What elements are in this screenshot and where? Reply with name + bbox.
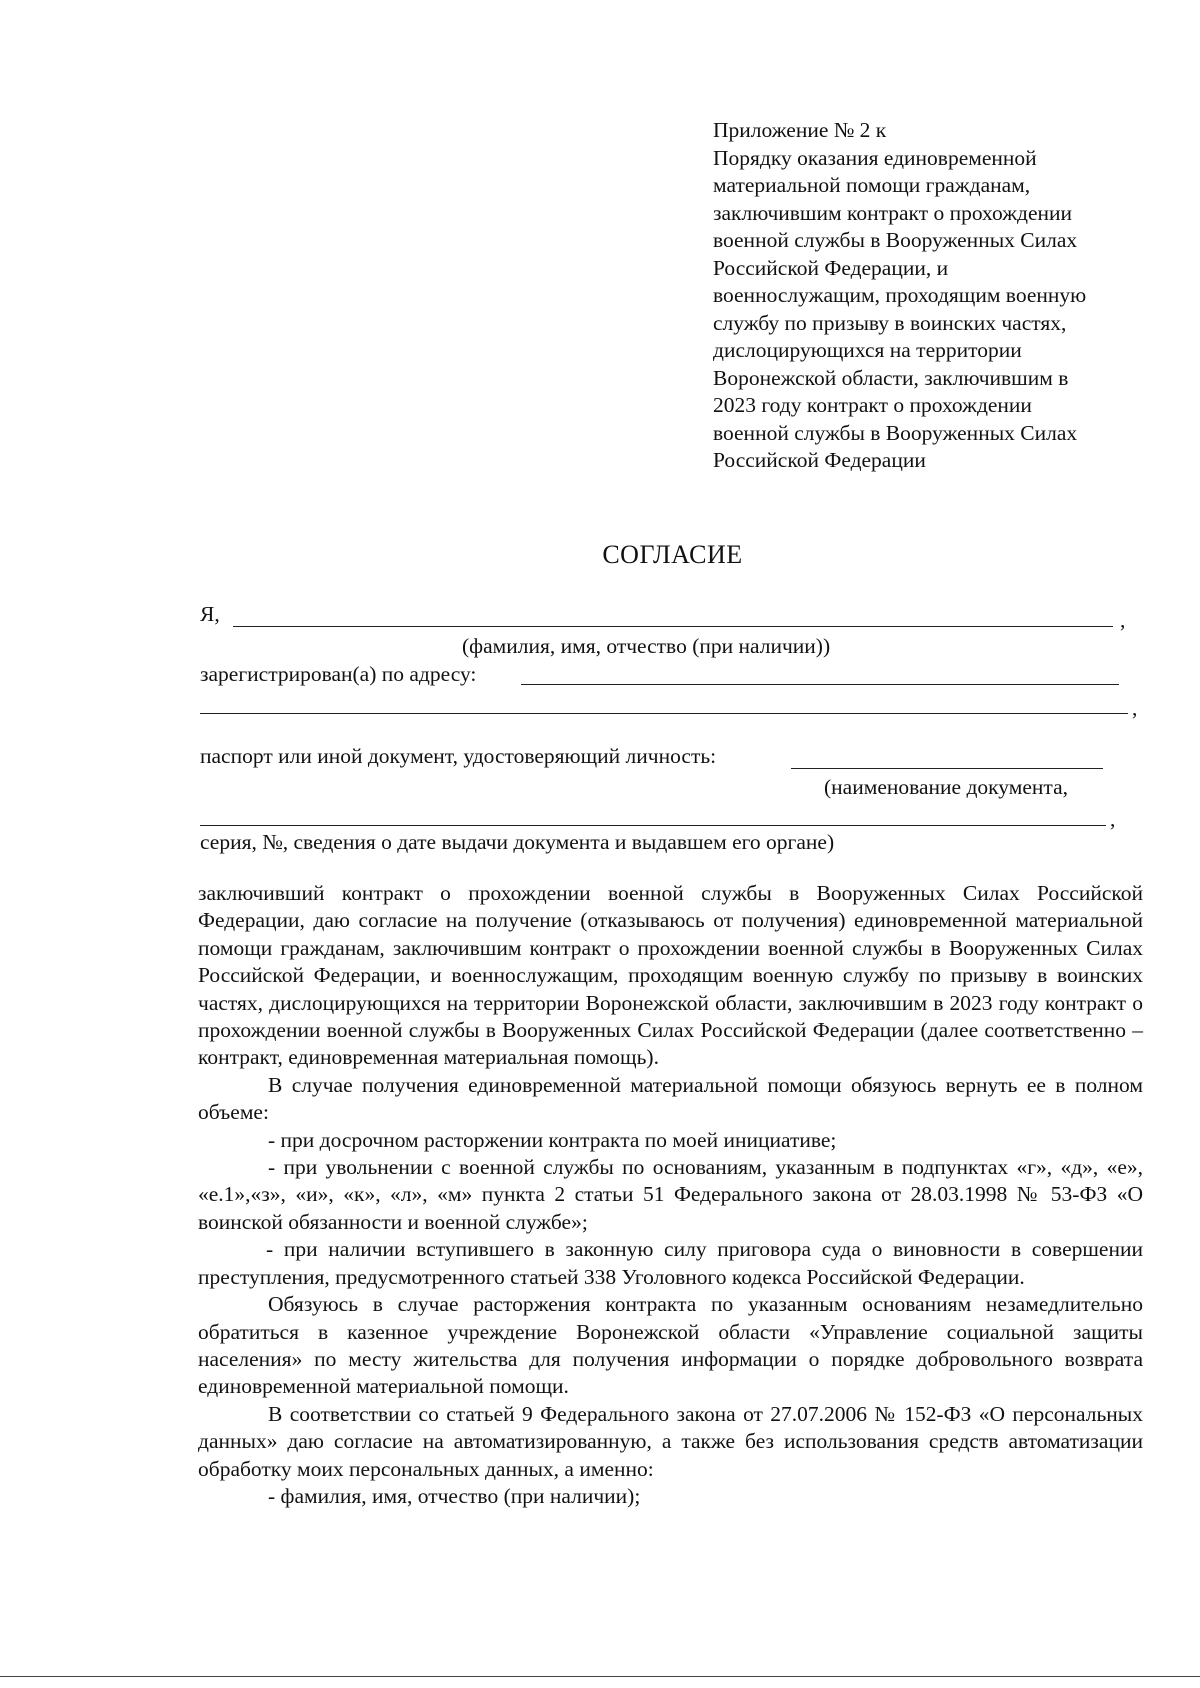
list-item-dismissal: - при увольнении с военной службы по основаниям, указанным в подпунктах «г», «д», «е», «е.1»,«з», «и», «к», «л», «м» пункта 2 статьи 51 Федерального закона от 28.03.1998 № 53-ФЗ «О воинской обязанности и военной службе»; [198,1155,1143,1234]
appendix-line: Воронежской области, заключившим в [713,365,1069,390]
appendix-line: военнослужащим, проходящим военную [713,283,1087,307]
address-field-line-2[interactable] [200,713,1128,714]
document-title: СОГЛАСИЕ [602,540,743,569]
appendix-line: материальной помощи гражданам, [713,173,1031,197]
consent-body [198,880,1143,1510]
name-caption: (фамилия, имя, отчество (при наличии)) [462,634,831,658]
appendix-header [713,117,1153,475]
appendix-line: Российской Федерации [713,448,926,472]
name-field-line[interactable] [233,626,1113,627]
list-item-early-termination: - при досрочном расторжении контракта по моей инициативе; [268,1127,837,1152]
paragraph-personal-data: В соответствии со статьей 9 Федерального закона от 27.07.2006 № 152-ФЗ «О персональных данных» даю согласие на автоматизированную, а также без использования средств автоматизации обработку моих персональных данных, а именно: [198,1401,1143,1481]
name-comma: , [1120,608,1126,632]
paragraph-contract: заключивший контракт о прохождении военной службы в Вооруженных Силах Российской Федерации, даю согласие на получение (отказываюсь от получения) единовременной материальной помощи гражданам, заключившим контракт о прохождении военной службы в Вооруженных Силах Российской Федерации, и военнослужащим, проходящим военную службу по призыву в воинских частях, дислоцирующихся на территории Воронежской области, заключившим в 2023 году контракт о прохождении военной службы в Вооруженных Силах Российской Федерации (далее соответственно – контракт, единовременная материальная помощь). [198,881,1143,1070]
passport-label: паспорт или иной документ, удостоверяющий личность: [200,744,717,768]
document-caption-1: (наименование документа, [824,775,1068,799]
appendix-line: Приложение № 2 к [713,118,887,142]
address-comma: , [1132,696,1138,720]
list-item-court-verdict: - при наличии вступившего в законную силу приговора суда о виновности в совершении преступления, предусмотренного статьей 338 Уголовного кодекса Российской Федерации. [198,1237,1143,1289]
list-item-full-name: - фамилия, имя, отчество (при наличии); [268,1483,641,1508]
appendix-line: военной службы в Вооруженных Силах [713,420,1078,445]
appendix-line: службу по призыву в воинских частях, [713,310,1067,335]
passport-field-line-1[interactable] [791,768,1103,769]
passport-field-line-2[interactable] [200,825,1106,826]
paragraph-return-obligation: В случае получения единовременной материальной помощи обязуюсь вернуть ее в полном объеме: [198,1072,1143,1125]
appendix-line: военной службы в Вооруженных Силах [713,228,1078,252]
appendix-line: 2023 году контракт о прохождении [713,393,1032,417]
address-field-line-1[interactable] [521,684,1119,685]
appendix-line: дислоцирующихся на территории [713,338,1022,362]
page-bottom-rule [0,1676,1200,1677]
appendix-line: Порядку оказания единовременной [713,145,1037,170]
appendix-line: заключившим контракт о прохождении [713,200,1073,225]
document-caption-2: серия, №, сведения о дате выдачи документа и выдавшем его органе) [200,830,835,854]
i-label: Я, [200,602,220,626]
appendix-line: Российской Федерации, и [713,255,949,280]
paragraph-contact-obligation: Обязуюсь в случае расторжения контракта по указанным основаниям незамедлительно обратиться в казенное учреждение Воронежской области «Управление социальной защиты населения» по месту жительства для получения информации о порядке добровольного возврата единовременной материальной помощи. [198,1292,1143,1399]
address-label: зарегистрирован(а) по адресу: [200,662,477,686]
document-comma: , [1110,807,1116,831]
